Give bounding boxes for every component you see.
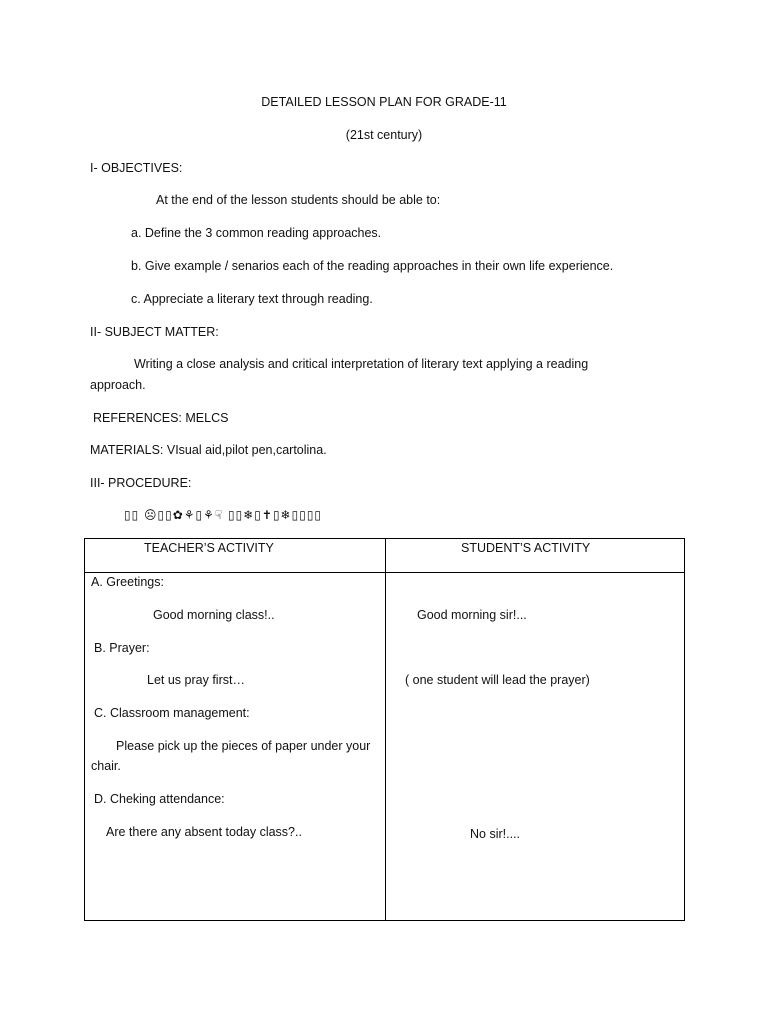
management-text-line2: chair. (91, 759, 121, 773)
materials: MATERIALS: VIsual aid,pilot pen,cartolina. (90, 443, 327, 457)
document-subtitle: (21st century) (345, 128, 423, 142)
subject-matter-heading: II- SUBJECT MATTER: (90, 325, 219, 339)
attendance-label: D. Cheking attendance: (94, 792, 225, 806)
objective-item-c: c. Appreciate a literary text through reading. (131, 292, 373, 306)
teacher-activity-header: TEACHER’S ACTIVITY (85, 539, 386, 573)
student-activity-cell (386, 573, 685, 921)
student-activity-header: STUDENT’S ACTIVITY (386, 539, 685, 573)
activity-table (84, 538, 685, 921)
table-header-row (85, 539, 685, 573)
table-row (85, 573, 685, 921)
greetings-reply: Good morning sir!... (417, 608, 527, 622)
management-label: C. Classroom management: (94, 706, 250, 720)
management-text-line1: Please pick up the pieces of paper under your (116, 739, 371, 753)
objective-item-b: b. Give example / senarios each of the reading approaches in their own life experience. (131, 259, 614, 273)
teacher-activity-cell (85, 573, 386, 921)
greetings-text: Good morning class!.. (153, 608, 275, 622)
prayer-label: B. Prayer: (94, 641, 150, 655)
attendance-text: Are there any absent today class?.. (106, 825, 302, 839)
objectives-heading: I- OBJECTIVES: (90, 161, 183, 175)
procedure-heading: III- PROCEDURE: (90, 476, 192, 490)
subject-matter-text-line1: Writing a close analysis and critical interpretation of literary text applying a reading (134, 357, 589, 371)
garbled-symbol-line: ▯▯ ☹▯▯✿⚘▯⚘☟ ▯▯❄▯✝▯❄▯▯▯▯ (124, 508, 323, 522)
document-title: DETAILED LESSON PLAN FOR GRADE-11 (261, 95, 507, 109)
subject-matter-text-line2: approach. (90, 378, 146, 392)
greetings-label: A. Greetings: (91, 575, 164, 589)
attendance-reply: No sir!.... (470, 827, 521, 841)
prayer-text: Let us pray first… (147, 673, 245, 687)
references: REFERENCES: MELCS (93, 411, 229, 425)
objective-item-a: a. Define the 3 common reading approaches. (131, 226, 382, 240)
objectives-intro: At the end of the lesson students should be able to: (156, 193, 441, 207)
prayer-reply: ( one student will lead the prayer) (405, 673, 590, 687)
